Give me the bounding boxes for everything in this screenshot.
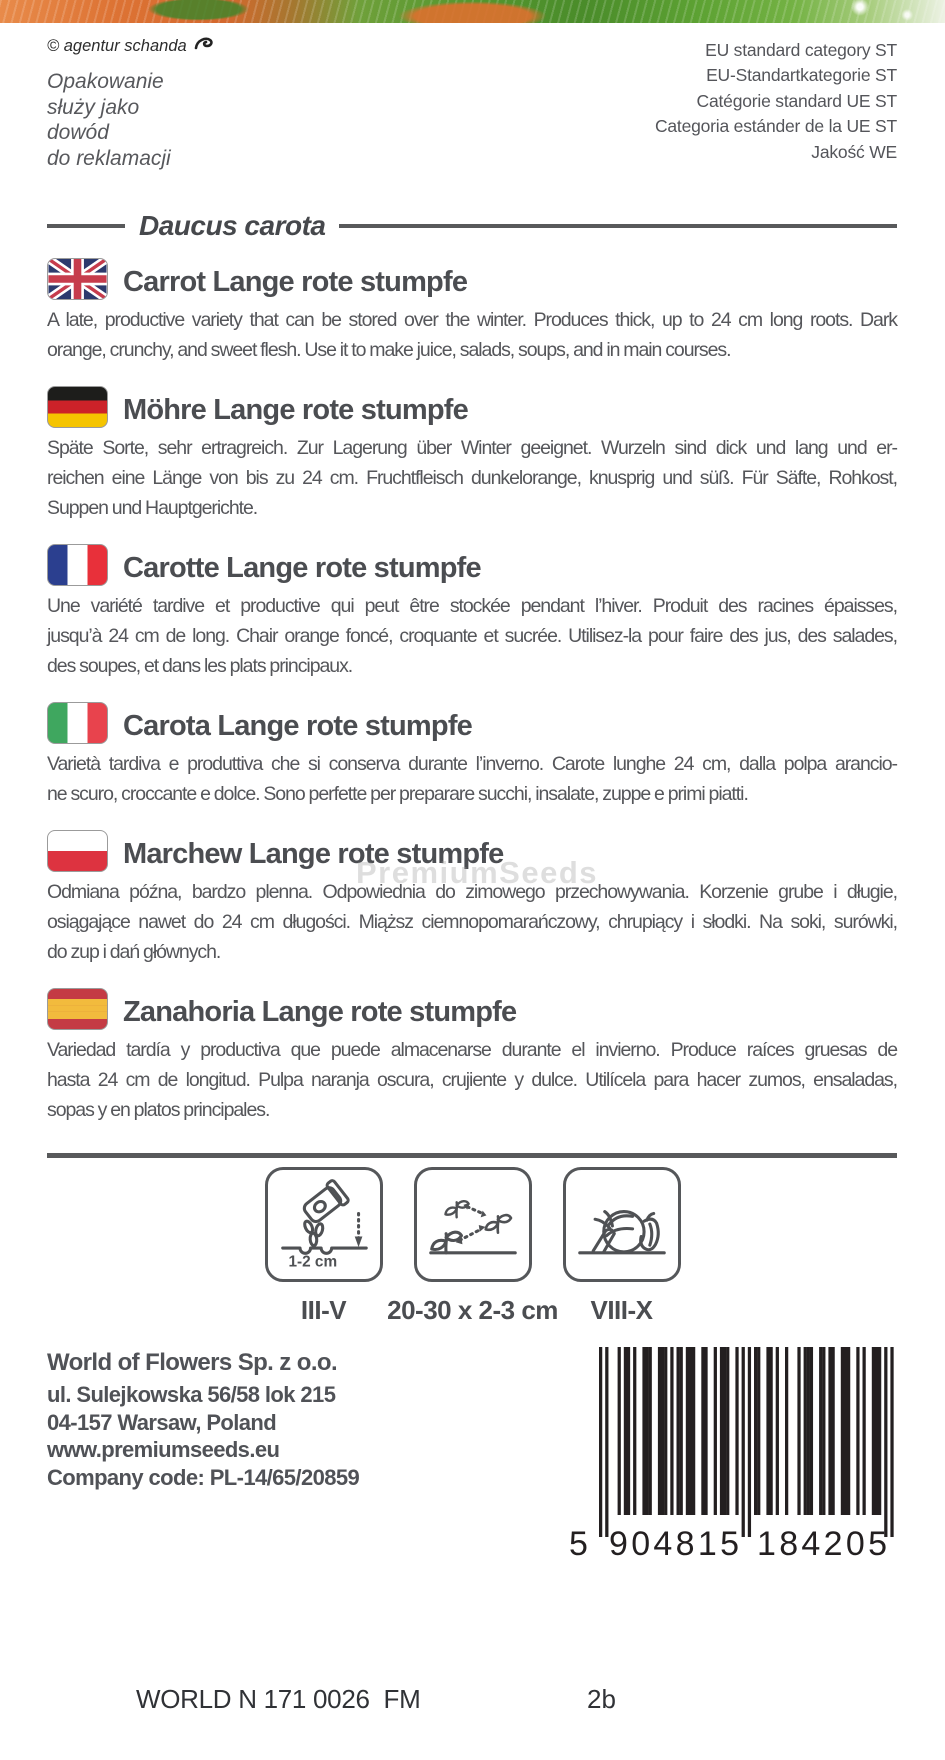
description-line: Odmiana późna, bardzo plenna. Odpowiednia do zimowego przechowywania. Korzenie grube i długie,: [47, 881, 897, 903]
claim-line: służy jako: [47, 95, 140, 119]
eu-category-line: EU-Standartkategorie ST: [706, 65, 897, 86]
variety-title: Marchew Lange rote stumpfe: [123, 837, 504, 870]
description-line: Une variété tardive et productive qui peut être stockée pendant l’hiver. Produit des racines épaisses,: [47, 595, 897, 617]
flag-uk-icon: [47, 258, 108, 300]
address-line: ul. Sulejkowska 56/58 lok 215: [47, 1382, 336, 1407]
eu-category-line: Jakość WE: [811, 141, 897, 162]
flag-france-icon: [47, 544, 108, 586]
sowing-depth-icon: [265, 1167, 383, 1282]
plant-spacing-icon: [414, 1167, 532, 1282]
sowing-months-label: III-V: [300, 1295, 347, 1325]
flag-spain-icon: [47, 988, 108, 1030]
packaging-claim: [47, 69, 214, 171]
section-header: [47, 386, 897, 428]
variety-title: Möhre Lange rote stumpfe: [123, 393, 468, 426]
description-line: orange, crunchy, and sweet flesh. Use it to make juice, salads, soups, and in main courses.: [47, 339, 731, 361]
eu-category-line: EU standard category ST: [705, 40, 897, 60]
section-italian: [47, 702, 897, 809]
claim-line: dowód: [47, 121, 109, 144]
description-line: Variedad tardía y productiva que puede almacenarse durante el invierno. Produce raíces gruesas de: [47, 1039, 897, 1061]
variety-title: Carota Lange rote stumpfe: [123, 709, 472, 742]
section-english: [47, 258, 897, 365]
variety-title: Carotte Lange rote stumpfe: [123, 551, 481, 584]
description-line: osiągające nawet do 24 cm długości. Miąższ ciemnopomarańczowy, chrupiący i słodki. Na soki, surówki,: [47, 911, 897, 933]
company-code: Company code: PL-14/65/20859: [47, 1464, 360, 1490]
claim-line: Opakowanie: [47, 70, 164, 93]
section-divider-rule: [47, 1153, 897, 1158]
language-sections: [47, 258, 897, 1146]
harvest-months-label: VIII-X: [590, 1295, 653, 1325]
ean13-barcode: [563, 1345, 899, 1559]
copyright-text: © agentur schanda: [47, 37, 187, 55]
description-line: ne scuro, croccante e dolce. Sono perfette per preparare succhi, insalate, zuppe e primi piatti.: [47, 783, 748, 805]
section-french: [47, 544, 897, 681]
species-title: Daucus carota: [139, 210, 326, 241]
barcode-digits-right: 184205: [757, 1525, 887, 1559]
variety-title: Carrot Lange rote stumpfe: [123, 265, 468, 298]
description-line: do zup i dań głównych.: [47, 941, 221, 963]
description-line: jusqu’à 24 cm de long. Chair orange foncé, croquante et sucrée. Utilisez-la pour faire des jus, des salades,: [47, 625, 897, 647]
title-rule-right: [339, 224, 897, 229]
description-line: Varietà tardiva e produttiva che si conserva durante l’inverno. Carote lunghe 24 cm, dalla polpa arancio-: [47, 753, 897, 775]
barcode-digit-first: 5: [569, 1525, 588, 1559]
harvest-time-icon: [563, 1167, 681, 1282]
header-left: [47, 36, 214, 171]
eu-category-block: [655, 38, 897, 165]
variety-title: Zanahoria Lange rote stumpfe: [123, 995, 517, 1028]
description-line: A late, productive variety that can be stored over the winter. Produces thick, up to 24 cm long roots. Dark: [47, 309, 897, 331]
barcode-digits-left: 904815: [609, 1525, 739, 1559]
eu-category-line: Catégorie standard UE ST: [696, 90, 897, 111]
plant-spacing-column: [387, 1167, 558, 1326]
print-code: WORLD N 171 0026 FM: [136, 1684, 421, 1714]
description-line: Suppen und Hauptgerichte.: [47, 497, 258, 519]
eu-category-line: Categoria estánder de la UE ST: [654, 116, 897, 137]
schanda-logo-icon: [194, 36, 214, 57]
page-mark: 2b: [587, 1684, 616, 1714]
description-line: hasta 24 cm de longitud. Pulpa naranja oscura, crujiente y dulce. Utilícela para hacer zumos, ensaladas,: [47, 1069, 897, 1091]
carrot-photo-strip: [0, 0, 945, 23]
description-line: reichen eine Länge von bis zu 24 cm. Fruchtfleisch dunkelorange, knusprig und süß. Für Säfte, Rohkost,: [47, 467, 897, 489]
flag-poland-icon: [47, 830, 108, 872]
title-rule-left: [47, 224, 125, 229]
claim-line: do reklamacji: [47, 146, 171, 170]
species-title-row: [47, 210, 897, 242]
sowing-icons-row: [0, 1167, 945, 1326]
premiumseeds-watermark: PremiumSeeds: [356, 855, 598, 890]
address-line: 04-157 Warsaw, Poland: [47, 1409, 277, 1435]
description-line: Späte Sorte, sehr ertragreich. Zur Lagerung über Winter geeignet. Wurzeln sind dick und lang und er-: [47, 437, 897, 459]
description-line: des soupes, et dans les plats principaux.: [47, 655, 353, 677]
sowing-depth-column: [265, 1167, 383, 1326]
section-polish: [47, 830, 897, 967]
description-line: sopas y en platos principales.: [47, 1099, 270, 1121]
plant-spacing-label: 20-30 x 2-3 cm: [387, 1295, 558, 1325]
section-header: [47, 544, 897, 586]
section-german: [47, 386, 897, 523]
company-name: World of Flowers Sp. z o.o.: [47, 1349, 338, 1376]
section-header: [47, 988, 897, 1030]
flag-italy-icon: [47, 702, 108, 744]
producer-address: [47, 1349, 359, 1491]
sowing-depth-value: 1-2 cm: [287, 1252, 337, 1270]
flag-germany-icon: [47, 386, 108, 428]
section-header: [47, 702, 897, 744]
section-header: [47, 258, 897, 300]
website-url: www.premiumseeds.eu: [47, 1437, 280, 1462]
harvest-time-column: [563, 1167, 681, 1326]
copyright-row: [47, 36, 214, 57]
print-info-line: [0, 1684, 945, 1716]
section-spanish: [47, 988, 897, 1125]
